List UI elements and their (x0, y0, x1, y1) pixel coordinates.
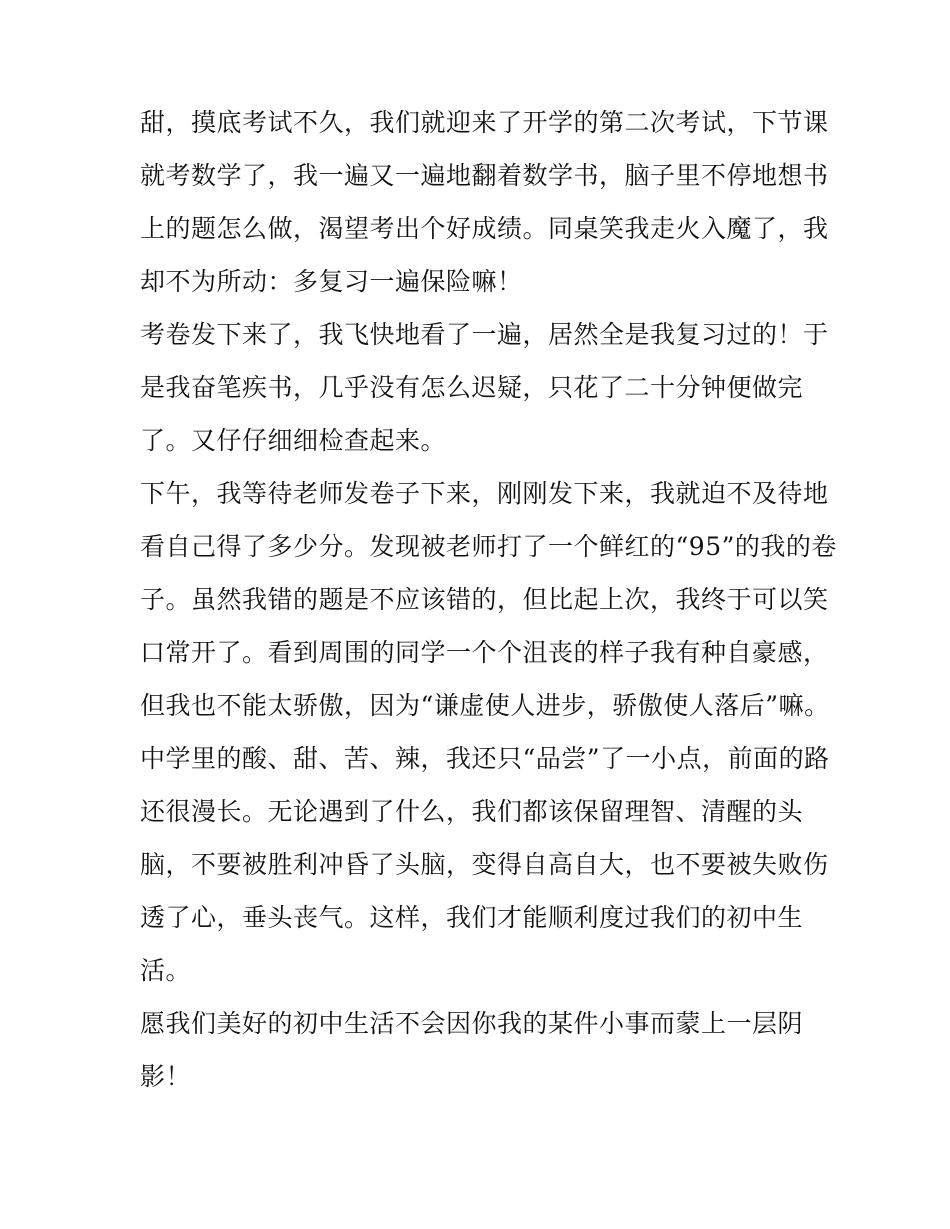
text-line: 了。又仔仔细细检查起来。 (140, 426, 447, 455)
paragraph (140, 467, 837, 732)
paragraph (140, 96, 829, 308)
text-line: 脑，不要被胜利冲昏了头脑，变得自高自大，也不要被失败伤 (140, 850, 829, 879)
text-line: 中学里的酸、甜、苦、辣，我还只“品尝”了一小点，前面的路 (140, 744, 830, 773)
paragraph (140, 997, 815, 1103)
text-line: 上的题怎么做，渴望考出个好成绩。同桌笑我走火入魔了，我 (140, 214, 829, 243)
text-line: 但我也不能太骄傲，因为“谦虚使人进步，骄傲使人落后”嘛。 (140, 691, 830, 720)
text-line: 透了心，垂头丧气。这样，我们才能顺利度过我们的初中生 (140, 903, 804, 932)
text-line: 看自己得了多少分。发现被老师打了一个鲜红的“95”的我的卷 (140, 532, 837, 561)
text-line: 子。虽然我错的题是不应该错的，但比起上次，我终于可以笑 (140, 585, 829, 614)
text-line: 甜，摸底考试不久，我们就迎来了开学的第二次考试，下节课 (140, 108, 829, 137)
text-line: 影！ (140, 1062, 192, 1091)
paragraph (140, 308, 829, 467)
text-line: 还很漫长。无论遇到了什么，我们都该保留理智、清醒的头 (140, 797, 804, 826)
text-line: 却不为所动：多复习一遍保险嘛！ (140, 267, 523, 296)
text-line: 活。 (140, 956, 192, 985)
text-line: 就考数学了，我一遍又一遍地翻着数学书，脑子里不停地想书 (140, 161, 829, 190)
paragraph (140, 732, 830, 997)
text-line: 口常开了。看到周围的同学一个个沮丧的样子我有种自豪感， (140, 638, 829, 667)
text-line: 愿我们美好的初中生活不会因你我的某件小事而蒙上一层阴 (140, 1009, 804, 1038)
text-line: 下午，我等待老师发卷子下来，刚刚发下来，我就迫不及待地 (140, 479, 829, 508)
document-body (140, 96, 837, 1103)
text-line: 是我奋笔疾书，几乎没有怎么迟疑，只花了二十分钟便做完 (140, 373, 804, 402)
text-line: 考卷发下来了，我飞快地看了一遍，居然全是我复习过的！于 (140, 320, 829, 349)
